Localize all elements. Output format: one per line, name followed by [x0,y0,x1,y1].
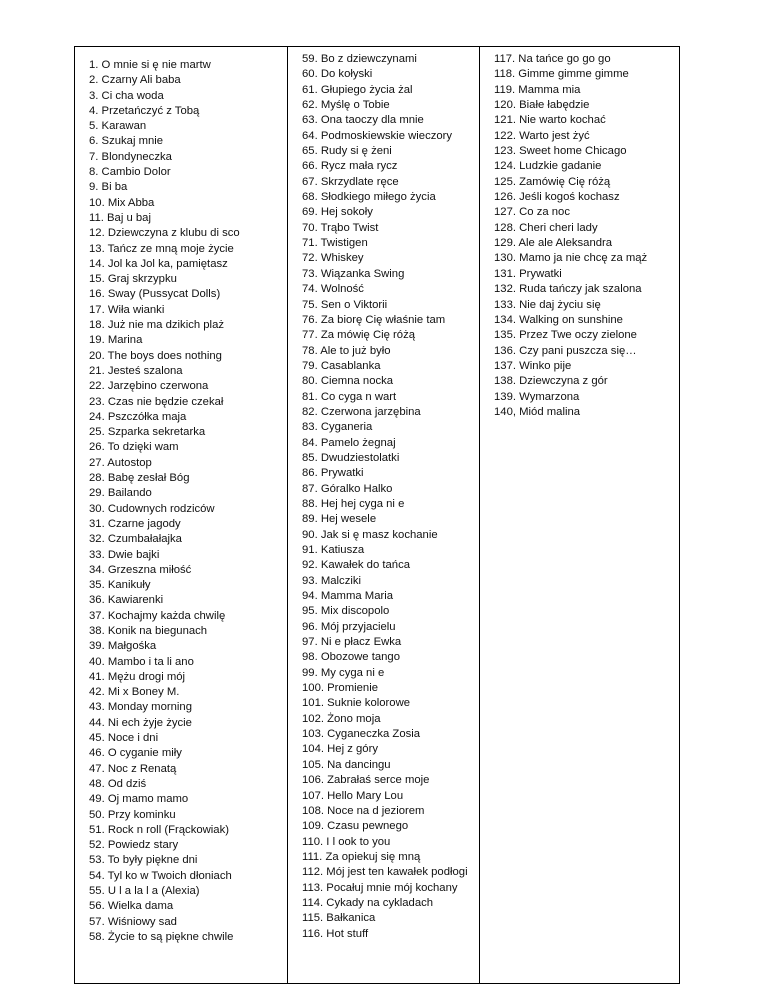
song-list-item: 3. Ci cha woda [89,89,164,102]
song-list-item: 114. Cykady na cykladach [302,896,434,909]
song-list-item: 116. Hot stuff [302,927,369,940]
song-list-item: 87. Góralko Halko [302,482,393,495]
song-list-item: 71. Twistigen [302,237,368,250]
song-list-item: 92. Kawałek do tańca [302,559,411,572]
song-list-item: 103. Cyganeczka Zosia [302,728,421,741]
song-list-item: 35. Kanikuły [89,579,151,592]
song-list-item: 59. Bo z dziewczynami [302,53,417,65]
song-list-item: 20. The boys does nothing [89,349,222,362]
song-list-item: 90. Jak si ę masz kochanie [302,528,438,541]
song-list-item: 131. Prywatki [494,267,562,280]
song-list-item: 108. Noce na d jeziorem [302,804,425,817]
song-list-item: 69. Hej sokoły [302,206,373,219]
song-list-item: 52. Powiedz stary [89,839,179,852]
song-list-item: 6. Szukaj mnie [89,135,164,148]
song-list-item: 62. Myślę o Tobie [302,99,390,112]
song-list-item: 139. Wymarzona [494,390,580,403]
song-list-item: 98. Obozowe tango [302,651,400,664]
song-list-item: 41. Mężu drogi mój [89,670,186,683]
song-list-item: 27. Autostop [89,456,152,469]
song-list-item: 40. Mambo i ta li ano [89,655,194,668]
song-list-item: 68. Słodkiego miłego życia [302,191,436,204]
song-list-item: 135. Przez Twe oczy zielone [494,329,637,342]
song-list-item: 127. Co za noc [494,206,570,219]
song-list-item: 112. Mój jest ten kawałek podłogi [302,866,468,879]
song-list-item: 81. Co cyga n wart [302,390,397,403]
song-column-3 [479,47,679,983]
song-list-item: 70. Trąbo Twist [302,221,379,234]
song-list-item: 32. Czumbałałajka [89,533,182,546]
song-list-item: 64. Podmoskiewskie wieczory [302,129,453,142]
song-list-item: 132. Ruda tańczy jak szalona [494,283,642,296]
song-list-item: 109. Czasu pewnego [302,820,409,833]
song-list-item: 13. Tańcz ze mną moje życie [89,242,234,255]
song-list-item: 111. Za opiekuj się mną [302,850,421,863]
song-list-item: 60. Do kołyski [302,68,373,81]
song-list-item: 126. Jeśli kogoś kochasz [494,191,620,204]
song-list-item: 106. Zabrałaś serce moje [302,774,430,787]
song-list-item: 104. Hej z góry [302,743,378,756]
song-list-item: 28. Babę zesłał Bóg [89,472,190,485]
song-list-item: 42. Mi x Boney M. [89,686,180,699]
song-list-item: 58. Życie to są piękne chwile [89,930,234,943]
song-list-item: 124. Ludzkie gadanie [494,160,602,173]
song-list-item: 5. Karawan [89,120,147,133]
song-list-item: 113. Pocałuj mnie mój kochany [302,881,458,894]
song-list-item: 10. Mix Abba [89,196,155,209]
song-list-item: 23. Czas nie będzie czekał [89,395,224,408]
song-list-item: 96. Mój przyjacielu [302,620,396,633]
song-list-item: 19. Marina [89,334,143,347]
song-list-item: 47. Noc z Renatą [89,762,177,775]
song-list-item: 121. Nie warto kochać [494,114,606,127]
song-list-item: 11. Baj u baj [89,211,151,224]
song-list-item: 76. Za biorę Cię właśnie tam [302,313,446,326]
song-list-item: 74. Wolność [302,283,364,296]
song-list-item: 67. Skrzydlate ręce [302,175,399,188]
song-list-item: 53. To były piękne dni [89,854,198,867]
song-column-2 [287,47,479,983]
song-list-item: 97. Ni e płacz Ewka [302,636,402,649]
song-list-item: 117. Na tańce go go go [494,53,611,65]
song-list-item: 31. Czarne jagody [89,517,181,530]
song-list-item: 134. Walking on sunshine [494,313,623,326]
song-list-item: 110. I l ook to you [302,835,391,848]
song-list-item: 54. Tyl ko w Twoich dłoniach [89,869,232,882]
song-list-item: 130. Mamo ja nie chcę za mąż [494,252,648,265]
song-list-item: 138. Dziewczyna z gór [494,375,608,388]
song-list-item: 137. Winko pije [494,359,572,372]
song-list-item: 89. Hej wesele [302,513,377,526]
song-list-item: 94. Mamma Maria [302,590,394,603]
song-list-item: 100. Promienie [302,682,378,695]
song-list-item: 93. Malcziki [302,574,362,587]
song-list-item: 122. Warto jest żyć [494,129,590,142]
song-list-item: 72. Whiskey [302,252,364,265]
song-list-item: 123. Sweet home Chicago [494,145,627,158]
song-list-item: 1. O mnie si ę nie martw [89,59,211,71]
song-list-item: 7. Blondyneczka [89,150,172,163]
song-list-table [74,46,680,984]
song-list-item: 51. Rock n roll (Frąckowiak) [89,823,229,836]
song-list-item: 37. Kochajmy każda chwilę [89,609,226,622]
song-list-item: 118. Gimme gimme gimme [494,68,629,81]
song-list-item: 8. Cambio Dolor [89,166,171,179]
song-list-item: 57. Wiśniowy sad [89,915,177,928]
song-list-item: 12. Dziewczyna z klubu di sco [89,227,240,240]
song-list-item: 86. Prywatki [302,467,364,480]
song-list-item: 88. Hej hej cyga ni e [302,497,405,510]
song-list-item: 30. Cudownych rodziców [89,502,215,515]
song-list-item: 63. Ona taoczy dla mnie [302,114,424,127]
song-list-item: 55. U l a la l a (Alexia) [89,885,200,898]
song-list-item: 18. Już nie ma dzikich plaż [89,319,225,332]
song-list-item: 140, Miód malina [494,405,581,418]
song-list-item: 33. Dwie bajki [89,548,160,561]
song-list-item: 46. O cyganie miły [89,747,182,760]
song-list-item: 14. Jol ka Jol ka, pamiętasz [89,257,228,270]
song-list-item: 48. Od dziś [89,777,147,790]
song-list-item: 2. Czarny Ali baba [89,74,181,87]
song-list-item: 75. Sen o Viktorii [302,298,388,311]
song-list-item: 38. Konik na biegunach [89,624,208,637]
song-list-item: 26. To dzięki wam [89,441,179,454]
song-list-item: 128. Cheri cheri lady [494,221,598,234]
song-list-item: 77. Za mówię Cię różą [302,329,416,342]
song-list-item: 44. Ni ech żyje życie [89,716,192,729]
song-list-item: 56. Wielka dama [89,900,174,913]
song-list-item: 119. Mamma mia [494,83,581,96]
song-list-item: 80. Ciemna nocka [302,375,394,388]
song-list-item: 61. Głupiego życia żal [302,83,413,96]
song-list-item: 50. Przy kominku [89,808,176,821]
song-list-item: 78. Ale to już było [302,344,391,357]
song-list-item: 65. Rudy si ę żeni [302,145,392,158]
song-list-item: 45. Noce i dni [89,732,159,745]
song-list-item: 83. Cyganeria [302,421,373,434]
song-list-item: 85. Dwudziestolatki [302,451,400,464]
song-list-item: 21. Jesteś szalona [89,364,183,377]
song-list-item: 34. Grzeszna miłość [89,563,192,576]
song-list-item: 79. Casablanka [302,359,381,372]
song-list-item: 115. Bałkanica [302,912,376,925]
song-list-item: 125. Zamówię Cię różą [494,175,611,188]
song-list-item: 16. Sway (Pussycat Dolls) [89,288,221,301]
song-list-item: 84. Pamelo żegnaj [302,436,396,449]
song-list-item: 49. Oj mamo mamo [89,793,189,806]
song-list-item: 73. Wiązanka Swing [302,267,405,280]
song-list-item: 17. Wiła wianki [89,303,165,316]
song-list-item: 95. Mix discopolo [302,605,390,618]
song-column-1 [75,47,287,983]
song-list-item: 36. Kawiarenki [89,594,164,607]
song-list-item: 82. Czerwona jarzębina [302,405,421,418]
song-list-item: 107. Hello Mary Lou [302,789,404,802]
song-list-item: 24. Pszczółka maja [89,410,187,423]
song-list-item: 133. Nie daj życiu się [494,298,601,311]
song-list-item: 99. My cyga ni e [302,666,385,679]
song-list-item: 15. Graj skrzypku [89,273,177,286]
song-list-item: 129. Ale ale Aleksandra [494,237,613,250]
song-list-item: 136. Czy pani puszcza się… [494,344,637,357]
song-list-item: 4. Przetańczyć z Tobą [89,104,200,117]
song-list-item: 105. Na dancingu [302,758,391,771]
song-list-item: 29. Bailando [89,487,152,500]
song-list-item: 120. Białe łabędzie [494,99,590,112]
song-list-item: 66. Rycz mała rycz [302,160,398,173]
song-list-item: 39. Małgośka [89,640,157,653]
song-list-item: 101. Suknie kolorowe [302,697,411,710]
song-list-item: 43. Monday morning [89,701,192,714]
song-list-item: 91. Katiusza [302,544,365,556]
song-list-item: 102. Żono moja [302,712,381,725]
song-list-item: 25. Szparka sekretarka [89,426,206,439]
song-list-item: 9. Bi ba [89,181,128,194]
song-list-item: 22. Jarzębino czerwona [89,380,209,393]
